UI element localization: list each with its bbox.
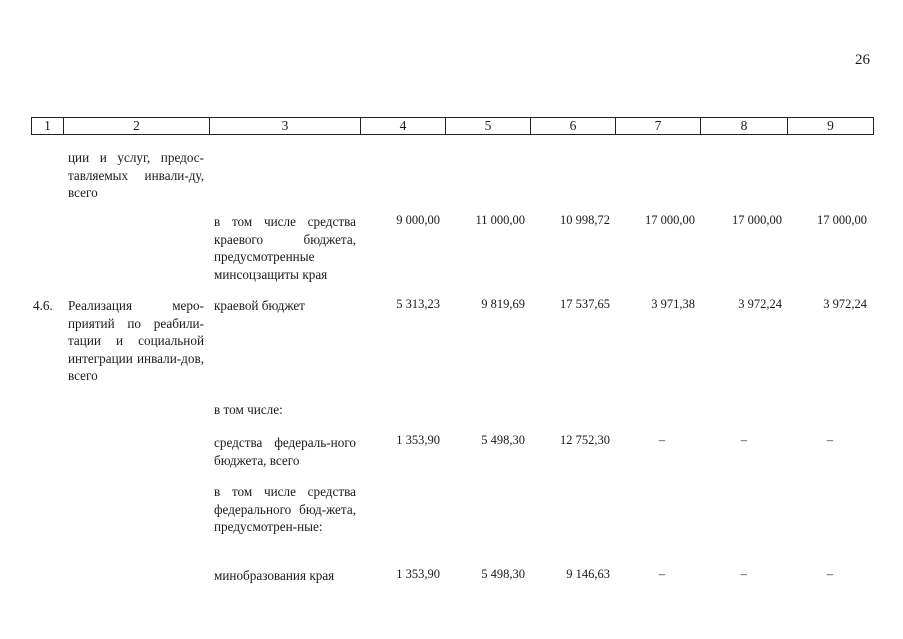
row-value-col6: 17 537,65 (560, 297, 610, 311)
row-value-col6: 10 998,72 (560, 213, 610, 227)
row-value-col5: 5 498,30 (481, 433, 525, 447)
row-funding-source: в том числе средства федерального бюд-жета, предусмотрен-ные: (214, 484, 356, 534)
column-header-5: 5 (446, 118, 531, 135)
row-value-col7: 3 971,38 (651, 297, 695, 311)
row-value-col8: 17 000,00 (732, 213, 782, 227)
row-value-col8: 3 972,24 (738, 297, 782, 311)
row-value-col5: 11 000,00 (475, 213, 525, 227)
row-value-col6: 12 752,30 (560, 433, 610, 447)
row-value-col5: 9 819,69 (481, 297, 525, 311)
row-item-number: 4.6. (33, 298, 53, 313)
row-value-col8: – (740, 567, 747, 581)
column-header-8: 8 (701, 118, 788, 135)
row-value-col4: 9 000,00 (396, 213, 440, 227)
column-header-3: 3 (210, 118, 361, 135)
row-value-col4: 1 353,90 (396, 433, 440, 447)
row-funding-source: в том числе: (214, 402, 283, 417)
row-funding-source: в том числе средства краевого бюджета, предусмотренные минсоцзащиты края (214, 214, 356, 282)
row-value-col5: 5 498,30 (481, 567, 525, 581)
row-value-col9: 17 000,00 (817, 213, 867, 227)
row-value-col7: 17 000,00 (645, 213, 695, 227)
row-funding-source: краевой бюджет (214, 298, 305, 313)
page-number: 26 (855, 52, 870, 68)
column-header-2: 2 (64, 118, 210, 135)
row-value-col9: – (826, 433, 833, 447)
column-header-7: 7 (616, 118, 701, 135)
row-item-name: ции и услуг, предос-тавляемых инвали-ду, всего (68, 150, 204, 200)
row-value-col6: 9 146,63 (566, 567, 610, 581)
row-value-col9: 3 972,24 (823, 297, 867, 311)
row-value-col7: – (658, 567, 665, 581)
row-item-name: Реализация меро-приятий по реабили-тации и социальной интеграции инвали-дов, всего (68, 298, 204, 383)
column-number-header (31, 117, 874, 135)
row-value-col8: – (740, 433, 747, 447)
column-header-4: 4 (361, 118, 446, 135)
column-header-9: 9 (788, 118, 874, 135)
column-header-1: 1 (32, 118, 64, 135)
row-value-col7: – (658, 433, 665, 447)
column-header-6: 6 (531, 118, 616, 135)
row-funding-source: минобразования края (214, 568, 335, 583)
row-value-col9: – (826, 567, 833, 581)
row-value-col4: 5 313,23 (396, 297, 440, 311)
row-funding-source: средства федераль-ного бюджета, всего (214, 435, 356, 468)
row-value-col4: 1 353,90 (396, 567, 440, 581)
